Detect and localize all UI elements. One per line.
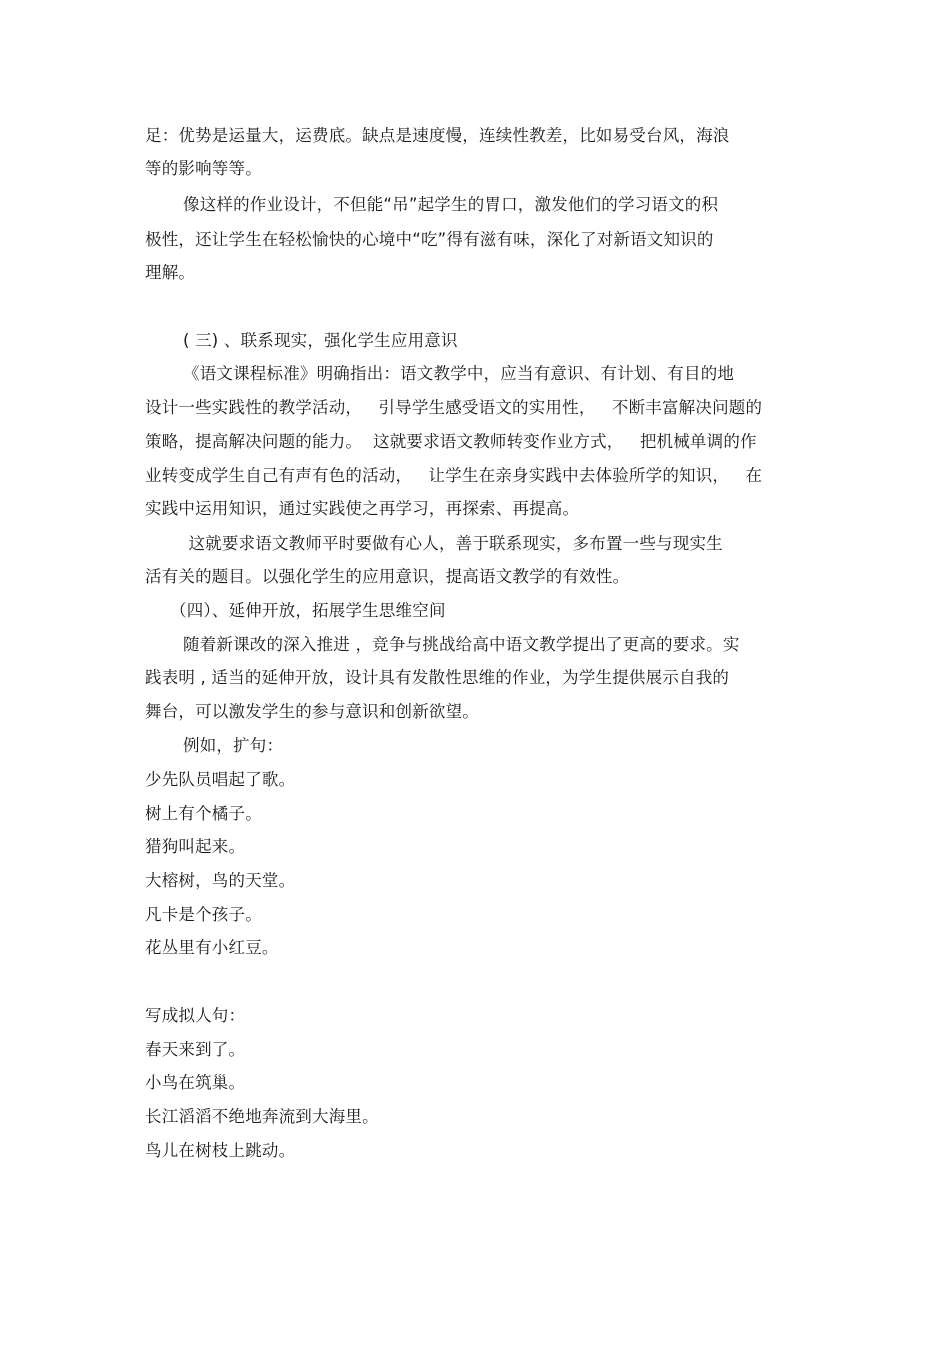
text-line: 这就要求语文教师平时要做有心人，善于联系现实，多布置一些与现实生 — [183, 534, 723, 553]
example-line: 大榕树，鸟的天堂。 — [145, 871, 296, 890]
text-line: 例如，扩句： — [183, 736, 284, 755]
text-line: 践表明 , 适当的延伸开放，设计具有发散性思维的作业，为学生提供展示自我的 — [145, 668, 730, 687]
example-line: 花丛里有小红豆。 — [145, 938, 279, 957]
example-line: 小鸟在筑巢。 — [145, 1073, 246, 1092]
text-line: 写成拟人句： — [145, 1006, 246, 1025]
text-line: 实践中运用知识，通过实践使之再学习，再探索、再提高。 — [145, 499, 580, 518]
text-line: 像这样的作业设计，不但能“吊”起学生的胃口，激发他们的学习语文的积 — [183, 195, 719, 214]
example-line: 鸟儿在树枝上跳动。 — [145, 1141, 296, 1160]
text-line: 极性，还让学生在轻松愉快的心境中“吃”得有滋有味，深化了对新语文知识的 — [145, 230, 714, 249]
example-line: 树上有个橘子。 — [145, 804, 262, 823]
example-line: 长江滔滔不绝地奔流到大海里。 — [145, 1107, 379, 1126]
section-heading: ( 三) 、联系现实，强化学生应用意识 — [183, 331, 458, 350]
text-line: 《语文课程标准》明确指出：语文教学中，应当有意识、有计划、有目的地 — [183, 364, 735, 383]
text-line: 理解。 — [145, 263, 196, 282]
text-line: 舞台，可以激发学生的参与意识和创新欲望。 — [145, 702, 479, 721]
section-heading: （四）、延伸开放，拓展学生思维空间 — [170, 601, 446, 620]
text-line: 足：优势是运量大，运费底。缺点是速度慢，连续性教差，比如易受台风，海浪 — [145, 126, 730, 145]
example-line: 少先队员唱起了歌。 — [145, 770, 296, 789]
text-line: 随着新课改的深入推进 ，竞争与挑战给高中语文教学提出了更高的要求。实 — [183, 635, 740, 654]
text-line: 设计一些实践性的教学活动， 引导学生感受语文的实用性， 不断丰富解决问题的 — [145, 398, 763, 417]
example-line: 凡卡是个孩子。 — [145, 905, 262, 924]
text-line: 业转变成学生自己有声有色的活动， 让学生在亲身实践中去体验所学的知识， 在 — [145, 466, 763, 485]
example-line: 猎狗叫起来。 — [145, 837, 246, 856]
example-line: 春天来到了。 — [145, 1040, 246, 1059]
text-line: 活有关的题目。以强化学生的应用意识，提高语文教学的有效性。 — [145, 567, 630, 586]
text-line: 策略，提高解决问题的能力。 这就要求语文教师转变作业方式， 把机械单调的作 — [145, 432, 757, 451]
text-line: 等的影响等等。 — [145, 159, 262, 178]
